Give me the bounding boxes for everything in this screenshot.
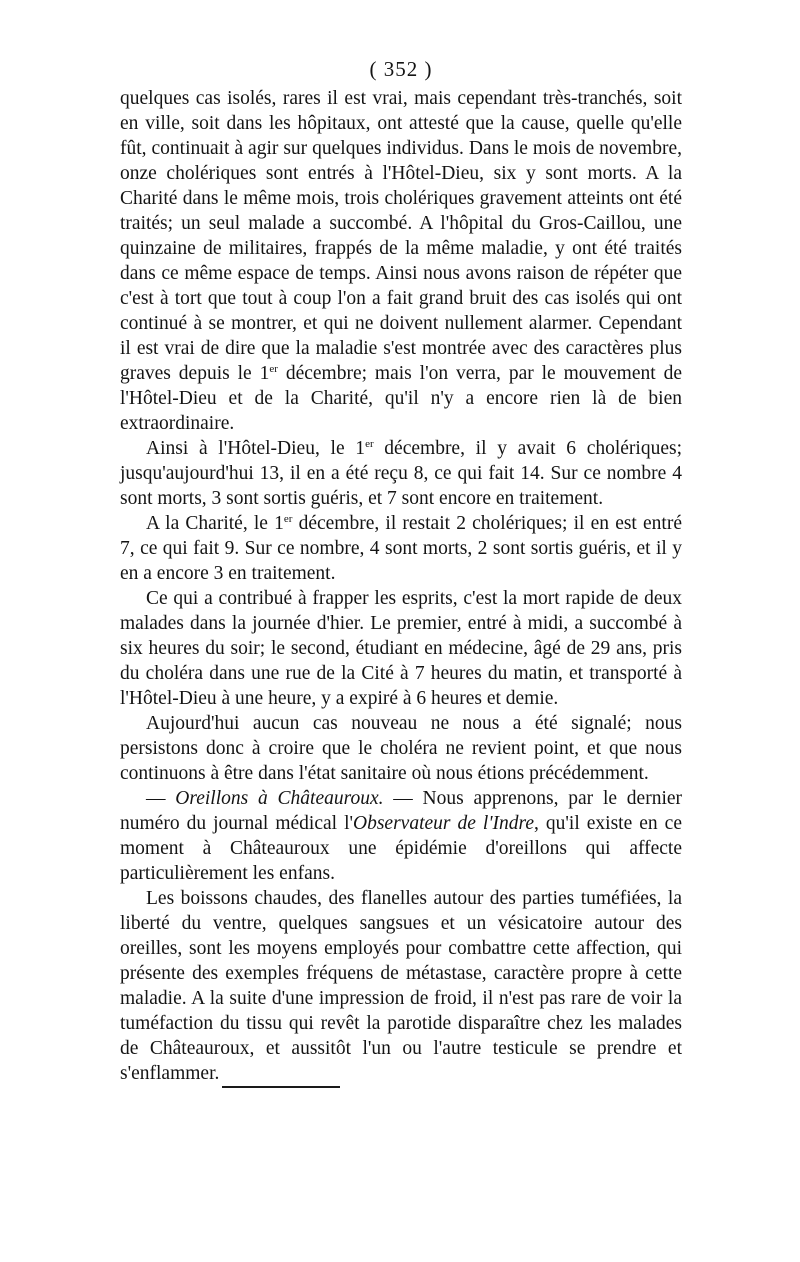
paragraph xyxy=(120,511,682,586)
page-number: ( 352 ) xyxy=(369,57,433,81)
text-segment: — Nous apprenons, par le dernier numéro du journal médical l' xyxy=(120,788,683,834)
paragraph xyxy=(120,886,682,1086)
text-segment: Ainsi à l'Hôtel-Dieu, le 1 xyxy=(146,438,366,459)
paragraph xyxy=(120,436,682,511)
paragraph xyxy=(120,786,682,886)
text-segment: Aujourd'hui aucun cas nouveau ne nous a été signalé; nous persistons donc à croire que le choléra ne revient point, et que nous continuons à être dans l'état sanitaire où nous étions précédemment. xyxy=(120,713,682,784)
text-segment: , qu'il existe en ce moment à Châteauroux une épidémie d'oreillons qui affecte particulièrement les enfans. xyxy=(120,813,682,884)
text-segment: décembre, il y avait 6 cholériques; jusqu'aujourd'hui 13, il en a été reçu 8, ce qui fait 14. Sur ce nombre 4 sont morts, 3 sont sortis guéris, et 7 sont encore en traitement. xyxy=(120,438,682,509)
ordinal-superscript: er xyxy=(269,363,278,375)
document-page xyxy=(120,56,682,1086)
ordinal-superscript: er xyxy=(283,513,293,525)
text-segment: Ce qui a contribué à frapper les esprits, c'est la mort rapide de deux malades dans la journée d'hier. Le premier, entré à midi, a succombé à six heures du soir; le second, étudiant en médecine, âgé de 29 ans, pris du choléra dans une rue de la Cité à 7 heures du matin, et transporté à l'Hôtel-Dieu à une heure, y a expiré à 6 heures et demie. xyxy=(120,588,682,709)
text-segment: Les boissons chaudes, des flanelles autour des parties tuméfiées, la liberté du ventre, quelques sangsues et un vésicatoire autour des oreilles, sont les moyens employés pour combattre cette affection, qui présente des exemples fréquens de métastase, caractère propre à cette maladie. A la suite d'une impression de froid, il n'est pas rare de voir la tuméfaction du tissu qui revêt la parotide disparaître chez les malades de Châteauroux, et aussitôt l'un ou l'autre testicule se prendre et s'enflammer. xyxy=(120,888,682,1084)
ordinal-superscript: er xyxy=(365,438,374,450)
text-segment: A la Charité, le 1 xyxy=(146,513,284,534)
paragraph xyxy=(120,586,682,711)
text-segment: décembre; mais l'on verra, par le mouvement de l'Hôtel-Dieu et de la Charité, qu'il n'y a encore rien là de bien extraordinaire. xyxy=(120,363,682,434)
end-rule xyxy=(222,1086,340,1088)
paragraph xyxy=(120,711,682,786)
italic-text: Observateur de l'Indre xyxy=(353,813,535,834)
text-segment: — xyxy=(146,788,176,809)
italic-text: Oreillons à Châteauroux. xyxy=(175,788,384,809)
text-segment: décembre, il restait 2 cholériques; il en est entré 7, ce qui fait 9. Sur ce nombre, 4 sont morts, 2 sont sortis guéris, et il y en a encore 3 en traitement. xyxy=(120,513,682,584)
paragraph xyxy=(120,86,682,436)
text-segment: quelques cas isolés, rares il est vrai, mais cependant très-tranchés, soit en ville, soit dans les hôpitaux, ont attesté que la cause, quelle qu'elle fût, continuait à agir sur quelques individus. Dans le mois de novembre, onze cholériques sont entrés à l'Hôtel-Dieu, six y sont morts. A la Charité dans le même mois, trois cholériques gravement atteints ont été traités; un seul malade a succombé. A l'hôpital du Gros-Caillou, une quinzaine de militaires, frappés de la même maladie, y ont été traités dans ce même espace de temps. Ainsi nous avons raison de répéter que c'est à tort que tout à coup l'on a fait grand bruit des cas isolés qui ont continué à se montrer, et qui ne doivent nullement alarmer. Cependant il est vrai de dire que la maladie s'est montrée avec des caractères plus graves depuis le 1 xyxy=(120,88,682,384)
